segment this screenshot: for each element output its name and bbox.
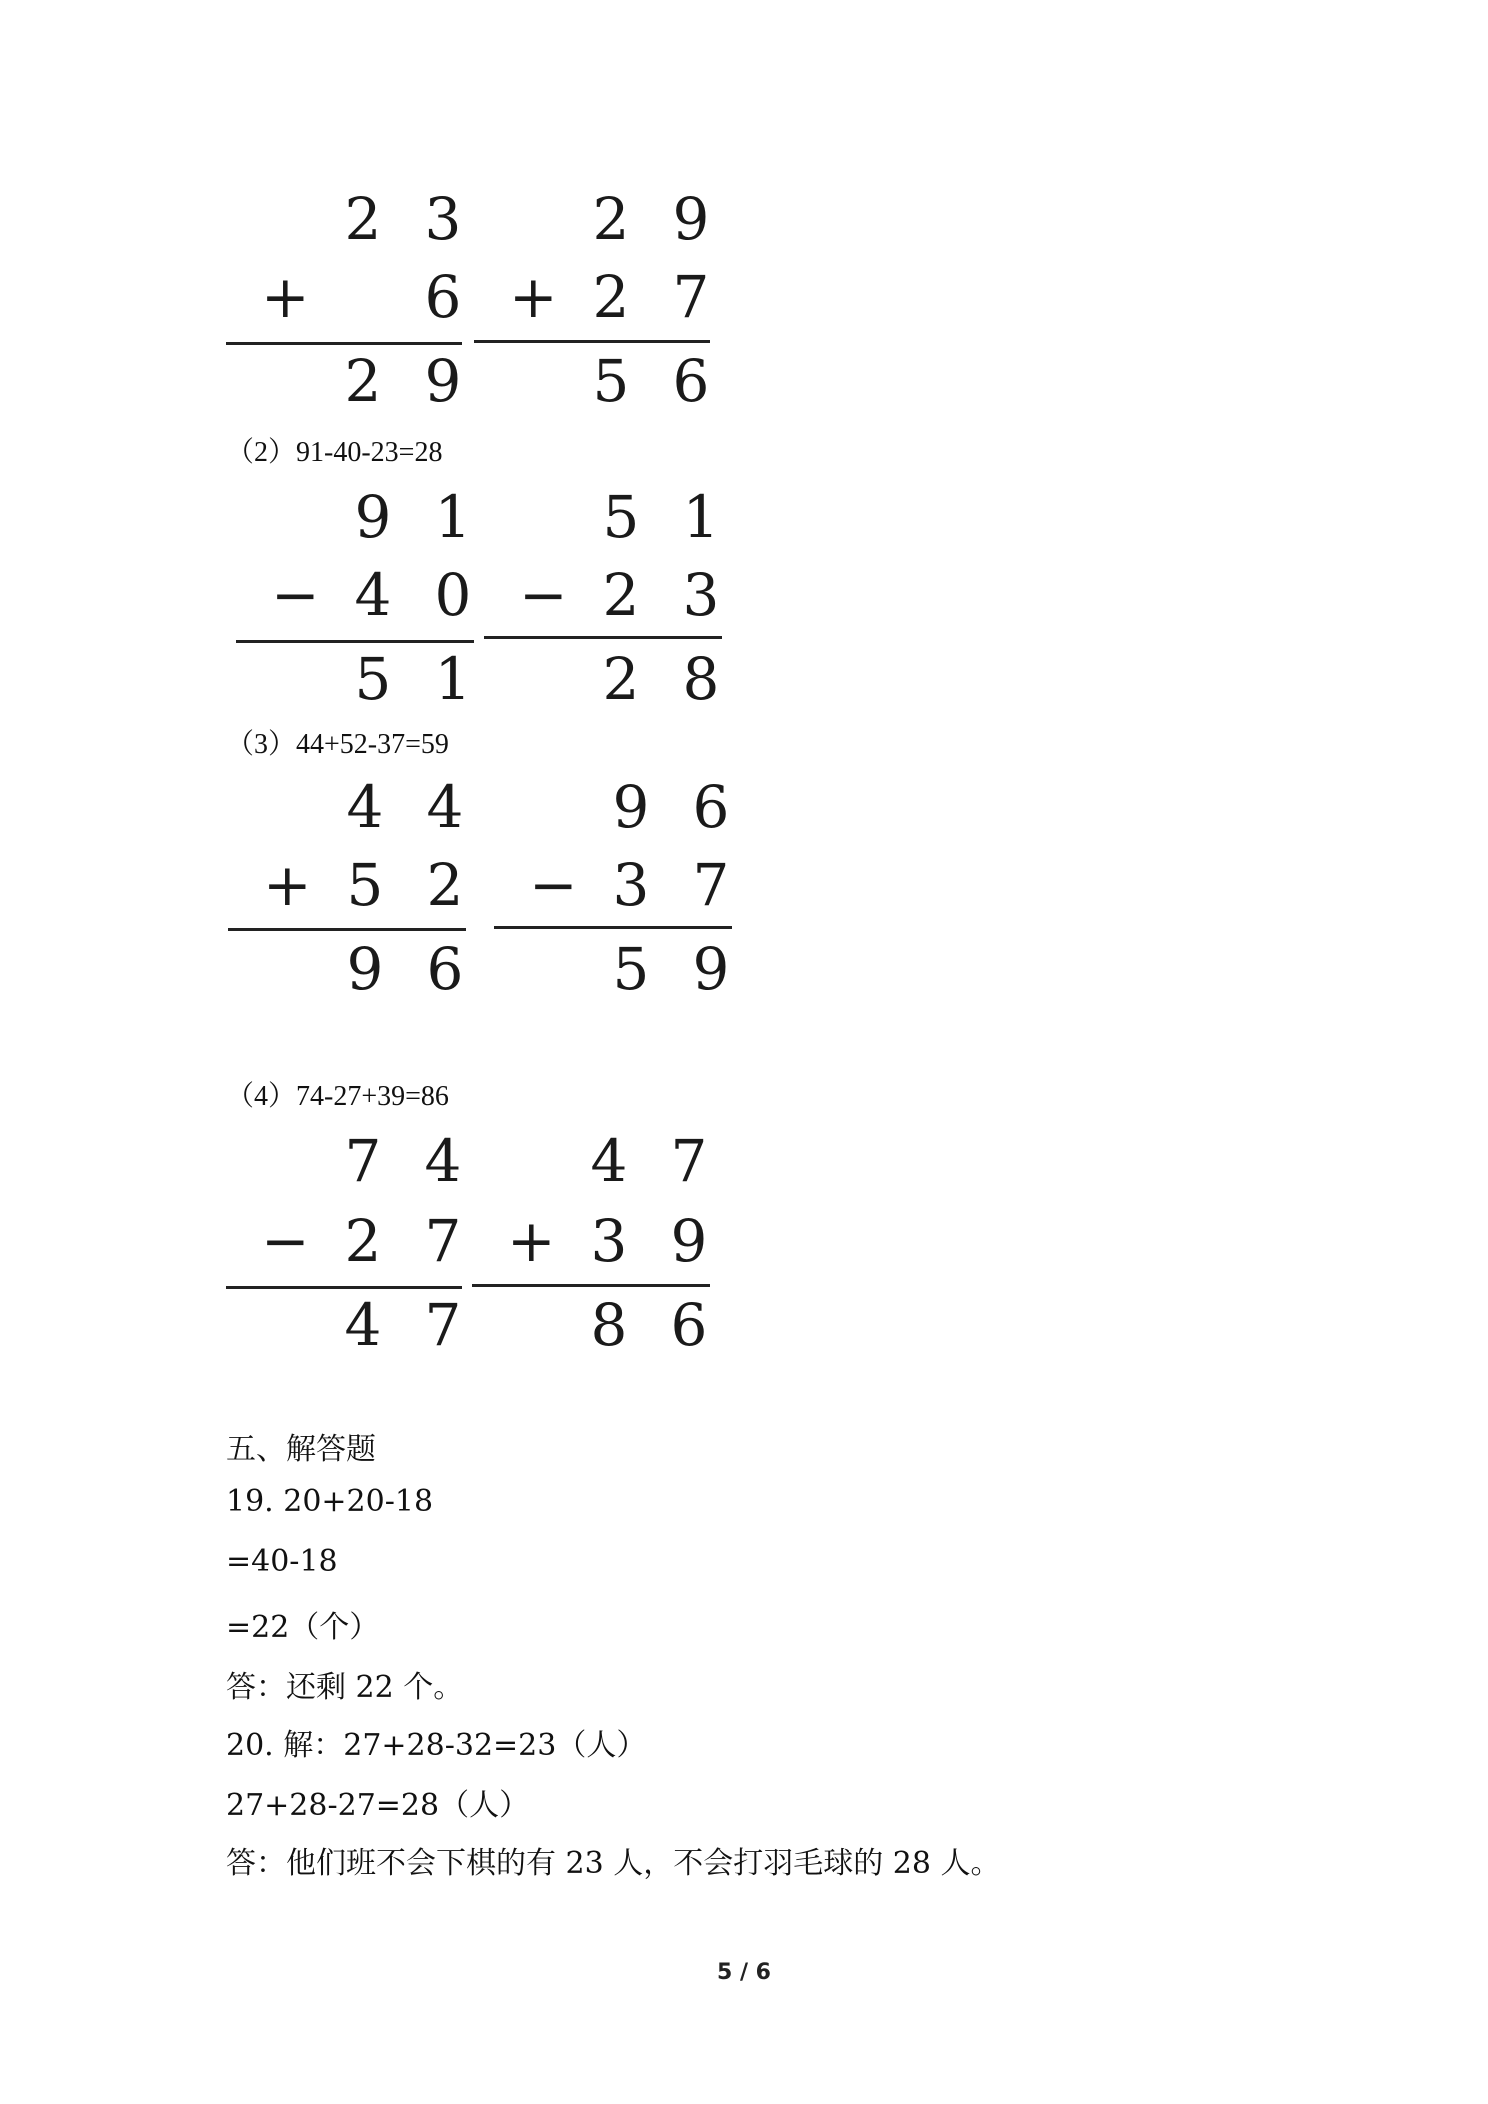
answer-line: 27+28-27=28（人） <box>226 1788 530 1823</box>
operator: + <box>509 263 558 331</box>
answer-line: =40-18 <box>226 1544 338 1579</box>
digit: 9 <box>346 935 384 1003</box>
vertical-calc-3b <box>494 773 754 1018</box>
digit: 5 <box>602 483 640 551</box>
problem-caption-2: （2）91-40-23=28 <box>226 437 443 468</box>
answer-line: 19. 20+20-18 <box>226 1484 434 1519</box>
digit: 7 <box>672 263 710 331</box>
operator: + <box>263 851 312 919</box>
vertical-calc-2b <box>484 483 744 728</box>
digit: 0 <box>434 561 472 629</box>
digit: 3 <box>424 185 462 253</box>
difference-rule <box>494 926 732 929</box>
answer-line: 答：还剩 22 个。 <box>226 1670 464 1705</box>
digit: 9 <box>612 773 650 841</box>
digit: 7 <box>692 851 730 919</box>
answer-line: 答：他们班不会下棋的有 23 人，不会打羽毛球的 28 人。 <box>226 1846 1001 1881</box>
digit: 2 <box>592 185 630 253</box>
digit: 4 <box>424 1127 462 1195</box>
digit: 2 <box>344 185 382 253</box>
vertical-calc-3a <box>228 773 488 1018</box>
digit: 8 <box>682 645 720 713</box>
problem-caption-4: （4）74-27+39=86 <box>226 1081 449 1112</box>
page-indicator: 5 / 6 <box>717 1960 771 1985</box>
digit: 5 <box>346 851 384 919</box>
operator: − <box>261 1207 310 1275</box>
digit: 9 <box>672 185 710 253</box>
digit: 6 <box>672 347 710 415</box>
vertical-calc-1a <box>226 185 486 430</box>
digit: 7 <box>424 1291 462 1359</box>
vertical-calc-4a <box>226 1127 486 1372</box>
operator: + <box>507 1207 556 1275</box>
answer-line: 20. 解：27+28-32=23（人） <box>226 1728 647 1763</box>
answer-line: =22（个） <box>226 1610 380 1645</box>
digit: 3 <box>682 561 720 629</box>
digit: 2 <box>426 851 464 919</box>
operator: + <box>261 263 310 331</box>
digit: 7 <box>670 1127 708 1195</box>
sum-rule <box>472 1284 710 1287</box>
digit: 1 <box>682 483 720 551</box>
digit: 3 <box>612 851 650 919</box>
digit: 9 <box>670 1207 708 1275</box>
digit: 4 <box>354 561 392 629</box>
digit: 9 <box>354 483 392 551</box>
digit: 5 <box>354 645 392 713</box>
digit: 9 <box>692 935 730 1003</box>
operator: − <box>529 851 578 919</box>
sum-rule <box>474 340 710 343</box>
digit: 7 <box>344 1127 382 1195</box>
digit: 2 <box>592 263 630 331</box>
digit: 5 <box>592 347 630 415</box>
digit: 4 <box>426 773 464 841</box>
digit: 3 <box>590 1207 628 1275</box>
digit: 4 <box>346 773 384 841</box>
sum-rule <box>226 342 462 345</box>
digit: 6 <box>692 773 730 841</box>
vertical-calc-2a <box>236 483 496 728</box>
digit: 9 <box>424 347 462 415</box>
difference-rule <box>236 640 474 643</box>
section-heading: 五、解答题 <box>226 1432 376 1467</box>
vertical-calc-1b <box>474 185 734 430</box>
operator: − <box>271 561 320 629</box>
digit: 2 <box>344 347 382 415</box>
difference-rule <box>226 1286 462 1289</box>
digit: 6 <box>424 263 462 331</box>
digit: 7 <box>424 1207 462 1275</box>
digit: 4 <box>344 1291 382 1359</box>
digit: 6 <box>426 935 464 1003</box>
difference-rule <box>484 636 722 639</box>
digit: 2 <box>602 561 640 629</box>
digit: 8 <box>590 1291 628 1359</box>
digit: 1 <box>434 483 472 551</box>
sum-rule <box>228 928 466 931</box>
digit: 6 <box>670 1291 708 1359</box>
digit: 4 <box>590 1127 628 1195</box>
vertical-calc-4b <box>472 1127 732 1372</box>
digit: 2 <box>344 1207 382 1275</box>
digit: 1 <box>434 645 472 713</box>
operator: − <box>519 561 568 629</box>
digit: 2 <box>602 645 640 713</box>
problem-caption-3: （3）44+52-37=59 <box>226 729 449 760</box>
digit: 5 <box>612 935 650 1003</box>
